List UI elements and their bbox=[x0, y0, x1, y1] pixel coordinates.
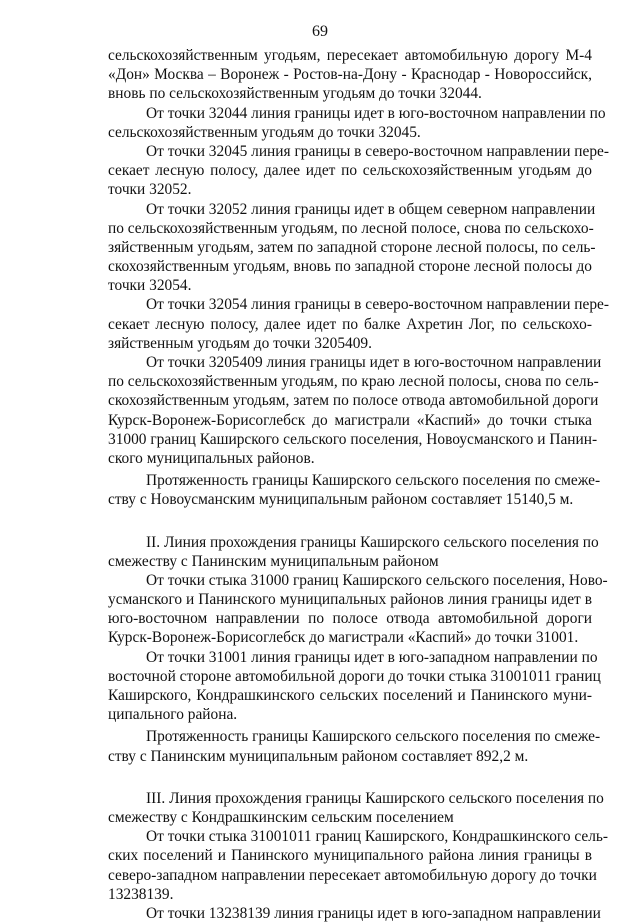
heading-line: смежеству с Кондрашкинским сельским поселением bbox=[108, 808, 454, 826]
heading-line: II. Линия прохождения границы Каширского сельского поселения по bbox=[146, 533, 599, 551]
text-line: секает лесную полосу, далее идет по сельскохозяйственным угодьям до bbox=[108, 162, 592, 180]
text-line: ству с Новоусманским муниципальным районом составляет 15140,5 м. bbox=[108, 491, 574, 509]
text-line: точки 32054. bbox=[108, 277, 192, 295]
paragraph bbox=[108, 200, 596, 296]
text-line: вновь по сельскохозяйственным угодьям до точки 32044. bbox=[108, 85, 482, 103]
text-line: От точки 31001 линия границы идет в юго-западном направлении по bbox=[146, 648, 598, 666]
document-body bbox=[108, 46, 610, 923]
text-line: От точки 13238139 линия границы идет в юго-западном направлении bbox=[146, 904, 601, 922]
text-line: 31000 границ Каширского сельского поселения, Новоусманского и Панин- bbox=[108, 430, 598, 448]
text-line: От точки 32052 линия границы идет в общем северном направлении bbox=[146, 200, 596, 218]
heading-line: смежеству с Панинским муниципальным районом bbox=[108, 552, 439, 570]
text-line: ских поселений и Панинского муниципального района линия границы в bbox=[108, 847, 592, 865]
summary-paragraph bbox=[108, 727, 601, 765]
heading-line: III. Линия прохождения границы Каширского сельского поселения по bbox=[146, 789, 604, 807]
text-line: От точки 32054 линия границы в северо-восточном направлении пере- bbox=[146, 296, 610, 314]
text-line: Курск-Воронеж-Борисоглебск до магистрали «Каспий» до точки стыка bbox=[108, 411, 592, 429]
paragraph bbox=[108, 827, 609, 904]
section-heading-2 bbox=[108, 533, 599, 571]
text-line: зяйственным угодьям, затем по западной стороне лесной полосы, по сель- bbox=[108, 238, 596, 256]
text-line: ского муниципальных районов. bbox=[108, 449, 315, 467]
text-line: зяйственным угодьям до точки 3205409. bbox=[108, 334, 372, 352]
page-number: 69 bbox=[312, 23, 328, 40]
text-line: по сельскохозяйственным угодьям, по краю лесной полосы, снова по сель- bbox=[108, 373, 599, 391]
text-line: 13238139. bbox=[108, 885, 174, 903]
text-line: ципального района. bbox=[108, 706, 238, 724]
summary-paragraph bbox=[108, 471, 601, 509]
text-line: усманского и Панинского муниципальных районов линия границы идет в bbox=[108, 591, 592, 609]
paragraph bbox=[108, 295, 610, 353]
text-line: От точки стыка 31001011 границ Каширского, Кондрашкинского сель- bbox=[146, 828, 609, 846]
text-line: Протяженность границы Каширского сельского поселения по смеже- bbox=[146, 728, 601, 746]
text-line: скохозяйственным угодьям, затем по полосе отвода автомобильной дороги bbox=[108, 392, 599, 410]
text-line: сельскохозяйственным угодьям, пересекает автомобильную дорогу М-4 bbox=[108, 47, 592, 64]
paragraph bbox=[108, 904, 601, 923]
text-line: От точки 32044 линия границы идет в юго-восточном направлении по bbox=[146, 104, 606, 122]
paragraph bbox=[108, 571, 608, 648]
text-line: юго-восточном направлении по полосе отвода автомобильной дороги bbox=[108, 610, 592, 628]
text-line: точки 32052. bbox=[108, 181, 192, 199]
text-line: «Дон» Москва – Воронеж - Ростов-на-Дону - Краснодар - Новороссийск, bbox=[108, 66, 592, 84]
text-line: От точки стыка 31000 границ Каширского сельского поселения, Ново- bbox=[146, 571, 608, 589]
text-line: От точки 32045 линия границы в северо-восточном направлении пере- bbox=[146, 142, 610, 160]
text-line: Каширского, Кондрашкинского сельских поселений и Панинского муни- bbox=[108, 687, 592, 704]
paragraph bbox=[108, 142, 610, 200]
section-heading-3 bbox=[108, 789, 604, 827]
text-line: по сельскохозяйственным угодьям, по лесной полосе, снова по сельскохо- bbox=[108, 219, 594, 237]
text-line: ству с Панинским муниципальным районом составляет 892,2 м. bbox=[108, 747, 529, 765]
text-line: северо-западном направлении пересекает автомобильную дорогу до точки bbox=[108, 866, 597, 884]
paragraph bbox=[108, 104, 606, 142]
text-line: сельскохозяйственным угодьям до точки 32045. bbox=[108, 123, 421, 141]
text-line: Курск-Воронеж-Борисоглебск до магистрали «Каспий» до точки 31001. bbox=[108, 629, 579, 647]
paragraph bbox=[108, 46, 592, 104]
paragraph bbox=[108, 353, 602, 468]
text-line: секает лесную полосу, далее идет по балке Ахретин Лог, по сельскохо- bbox=[108, 315, 592, 333]
text-line: восточной стороне автомобильной дороги до точки стыка 31001011 границ bbox=[108, 667, 601, 685]
text-line: скохозяйственным угодьям, вновь по западной стороне лесной полосы до bbox=[108, 258, 592, 276]
text-line: Протяженность границы Каширского сельского поселения по смеже- bbox=[146, 472, 601, 490]
text-line: От точки 3205409 линия границы идет в юго-восточном направлении bbox=[146, 354, 602, 371]
paragraph bbox=[108, 648, 601, 725]
